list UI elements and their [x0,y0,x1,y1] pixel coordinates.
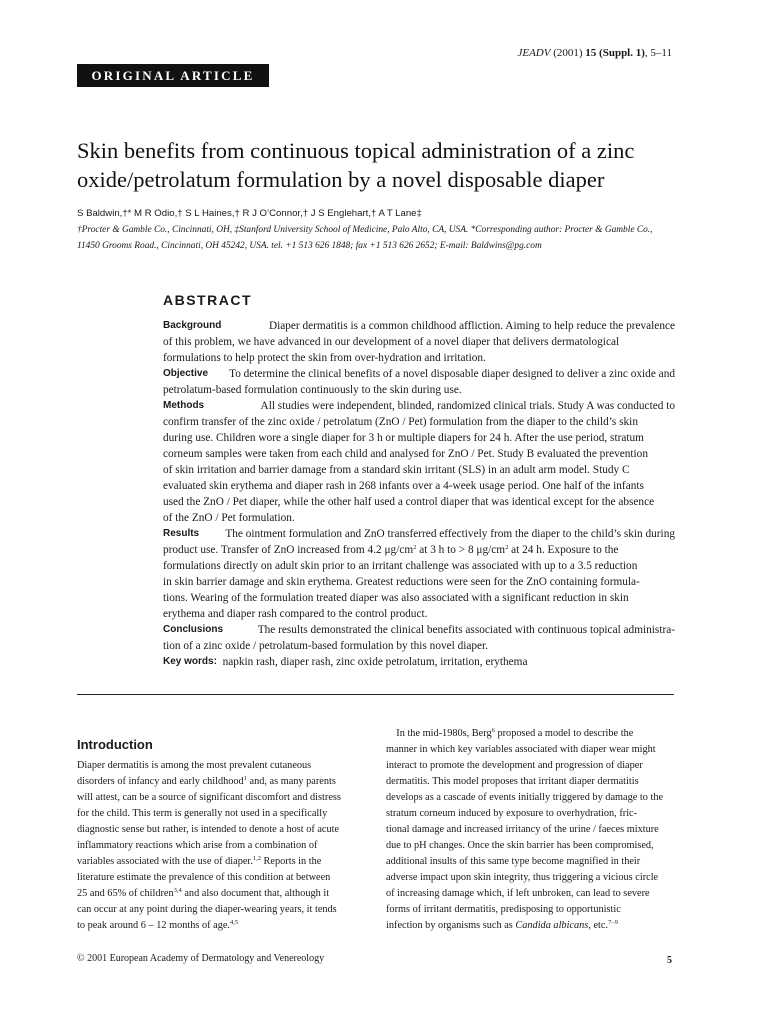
text-line: tional damage and increased irritancy of the urine / faeces mixture [386,824,659,835]
text-line: dermatitis. This model proposes that irritant diaper dermatitis [386,776,639,787]
text-line: adverse impact upon skin integrity, thus triggering a vicious circle [386,872,659,883]
right-column-text [386,726,673,934]
conclusions-label: Conclusions [163,624,224,635]
text-line: forms of irritant dermatitis, predisposing to opportunistic [386,904,621,915]
text-line: to peak around 6 – 12 months of age.$^{4,5}$ [77,919,239,931]
journal-name: JEADV [517,47,551,59]
keywords-line [163,654,675,670]
text-line: stratum corneum induced by exposure to overhydration, fric- [386,808,638,819]
left-column-text [77,758,361,934]
abstract-line: confirm transfer of the zinc oxide / petrolatum (ZnO / Pet) formulation from the diaper to the child’s skin [163,416,638,428]
section-divider [77,694,674,695]
text-line: due to pH changes. Once the skin barrier has been compromised, [386,840,654,851]
abstract-line: during use. Children wore a single diaper for 3 h or multiple diapers for 24 h. After the use period, stratum [163,432,644,444]
text-line: inflammatory reactions which arise from a combination of [77,840,318,851]
text-line: for the child. This term is generally not used in a specifically [77,808,328,819]
objective-label: Objective [163,368,209,379]
abstract-line: Methods All studies were independent, blinded, randomized clinical trials. Study A was conducted to [163,400,675,412]
text-line: will attest, can be a source of significant discomfort and distress [77,792,341,803]
text-line: diagnostic sense but rather, is intended to denote a host of acute [77,824,340,835]
article-type-banner: ORIGINAL ARTICLE [77,64,269,87]
text-line: of increasing damage which, if left unbroken, can lead to severe [386,888,650,899]
abstract-line: formulations to help protect the skin from over-hydration and irritation. [163,352,486,364]
text-line: infection by organisms such as Candida albicans, etc.$^{7-9}$ [386,919,618,931]
affiliation-line: †Procter & Gamble Co., Cincinnati, OH, ‡Stanford University School of Medicine, Palo Alto, CA, USA. *Corresponding author: Procter & Gamble Co., [77,225,653,235]
abstract-line: Background Diaper dermatitis is a common childhood affliction. Aiming to help reduce the prevalence [163,320,675,332]
abstract-line: evaluated skin erythema and diaper rash in 268 infants over a 4-week usage period. One half of the infants [163,480,644,492]
affiliation-line: 11450 Grooms Road., Cincinnati, OH 45242, USA. tel. +1 513 626 1848; fax +1 513 626 2652; E-mail: Baldwins@pg.com [77,241,542,251]
author-list: S Baldwin,†* M R Odio,† S L Haines,† R J O’Connor,† J S Englehart,† A T Lane‡ [77,208,422,219]
keywords-label: Key words: [163,656,217,667]
abstract-line: tion of a zinc oxide / petrolatum-based formulation by this novel diaper. [163,640,489,652]
abstract-line: of this problem, we have advanced in our development of a novel diaper that delivers dermatological [163,336,620,348]
journal-year: (2001) [553,47,583,59]
methods-label: Methods [163,400,205,411]
journal-citation [517,47,672,59]
background-label: Background [163,320,222,331]
title-line: Skin benefits from continuous topical administration of a zinc [77,138,635,163]
text-line: In the mid-1980s, Berg$^6$ proposed a model to describe the [396,727,634,739]
article-title [77,136,677,194]
abstract-line: used the ZnO / Pet diaper, while the other half used a control diaper that was identical except for the absence [163,496,655,508]
text-line: disorders of infancy and early childhood$^1$ and, as many parents [77,775,336,787]
abstract-line: of skin irritation and barrier damage from a standard skin irritant (SLS) in an adult arm model. Study C [163,464,630,476]
text-line: interact to promote the development and progression of diaper [386,760,643,771]
results-label: Results [163,528,200,539]
abstract-line: in skin barrier damage and skin erythema. Greatest reductions were seen for the ZnO containing formula- [163,576,640,588]
text-line: develops as a cascade of events initially triggered by damage to the [386,792,664,803]
abstract-line: Conclusions The results demonstrated the clinical benefits associated with continuous topical administra- [163,624,675,636]
text-line: manner in which key variables associated with diaper wear might [386,744,656,755]
abstract-line: Results The ointment formulation and ZnO transferred effectively from the diaper to the child’s skin during [163,528,675,540]
journal-volume: 15 [585,47,597,59]
text-line: can occur at any point during the diaper-wearing years, it tends [77,904,337,915]
affiliations [77,222,677,254]
title-line: oxide/petrolatum formulation by a novel disposable diaper [77,167,605,192]
text-line: Diaper dermatitis is among the most prevalent cutaneous [77,760,312,771]
abstract-line: of the ZnO / Pet formulation. [163,512,295,524]
abstract-heading: ABSTRACT [163,292,252,308]
journal-supplement: (Suppl. 1) [599,47,645,59]
introduction-heading: Introduction [77,737,153,752]
abstract-line: formulations directly on adult skin prior to an irritant challenge was associated with up to a 3.5 reduction [163,560,638,572]
text-line: variables associated with the use of diaper.$^{1,2}$ Reports in the [77,855,322,867]
abstract-line: tions. Wearing of the formulation treated diaper was also associated with a significant reduction in skin [163,592,629,604]
abstract-line: erythema and diaper rash compared to the control product. [163,608,428,620]
text-line: 25 and 65% of children$^{3,4}$ and also document that, although it [77,887,330,899]
abstract-line: corneum samples were taken from each child and analysed for ZnO / Pet. Study B evaluated the prevention [163,448,648,460]
keywords: napkin rash, diaper rash, zinc oxide petrolatum, irritation, erythema [222,656,528,668]
abstract-body [163,318,675,670]
abstract-line: petrolatum-based formulation continuously to the skin during use. [163,384,462,396]
abstract-line: Objective To determine the clinical benefits of a novel disposable diaper designed to deliver a zinc oxide and [163,368,675,380]
journal-pages: , 5–11 [644,47,672,59]
abstract-line: product use. Transfer of ZnO increased from 4.2 $\mu g/cm^2$ at 3 h to > 8 $\mu g/cm^2$ at 24 h. Exposure to the [163,544,619,556]
copyright-notice: © 2001 European Academy of Dermatology and Venereology [77,953,325,964]
text-line: additional insults of this same type become magnified in their [386,856,641,867]
text-line: literature estimate the prevalence of this condition at between [77,872,331,883]
page-number: 5 [667,955,672,966]
